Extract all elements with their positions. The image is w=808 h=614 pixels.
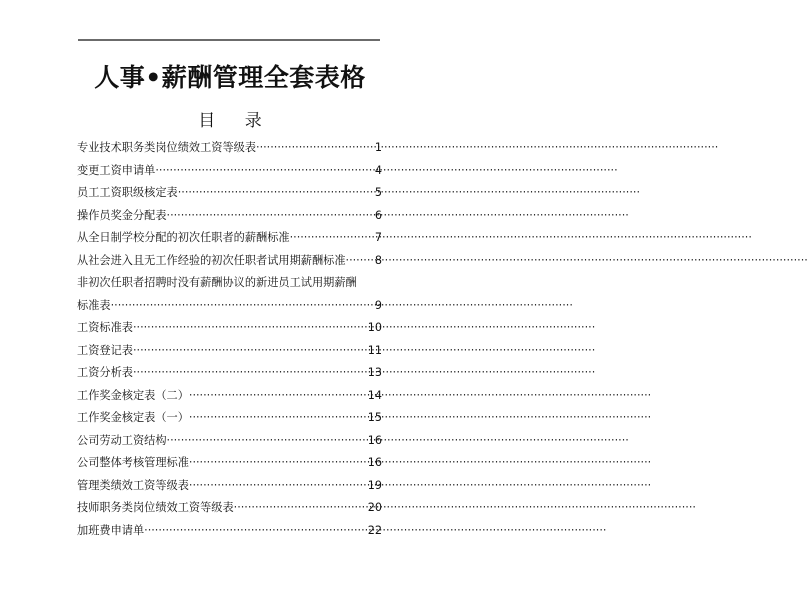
toc-entry-label: 从社会进入且无工作经验的初次任职者试用期薪酬标准 bbox=[77, 253, 346, 267]
dot-leader bbox=[133, 317, 366, 340]
toc-entry[interactable] bbox=[77, 362, 382, 385]
toc-heading: 目 录 bbox=[198, 111, 274, 131]
dot-leader bbox=[111, 295, 373, 318]
toc-entry[interactable] bbox=[77, 205, 382, 228]
toc-entry-page: 8 bbox=[374, 253, 382, 267]
table-of-contents bbox=[77, 137, 382, 542]
toc-entry[interactable] bbox=[77, 295, 382, 318]
toc-entry-label: 公司整体考核管理标准 bbox=[77, 456, 189, 469]
dot-leader bbox=[167, 430, 366, 453]
toc-entry[interactable] bbox=[77, 430, 382, 453]
toc-entry[interactable] bbox=[77, 385, 382, 408]
dot-leader bbox=[189, 475, 366, 498]
toc-entry-page: 22 bbox=[367, 523, 382, 537]
toc-entry[interactable] bbox=[77, 407, 382, 430]
toc-entry-label: 技师职务类岗位绩效工资等级表 bbox=[77, 501, 234, 514]
dot-leader bbox=[167, 205, 373, 228]
header-rule bbox=[78, 39, 380, 41]
dot-leader bbox=[189, 452, 366, 475]
toc-entry-label: 从全日制学校分配的初次任职者的薪酬标准 bbox=[77, 231, 290, 244]
dot-leader bbox=[346, 250, 373, 273]
toc-entry-page: 11 bbox=[367, 343, 382, 357]
toc-entry-page: 5 bbox=[374, 186, 382, 199]
toc-entry-label: 员工工资职级核定表 bbox=[77, 186, 178, 199]
dot-leader bbox=[155, 160, 373, 183]
toc-entry[interactable] bbox=[77, 317, 382, 340]
toc-entry-page: 16 bbox=[367, 433, 382, 447]
toc-entry-page: 20 bbox=[367, 501, 382, 514]
toc-entry-page: 6 bbox=[374, 208, 382, 222]
toc-entry-page: 19 bbox=[367, 478, 382, 492]
toc-entry[interactable] bbox=[77, 227, 382, 250]
dot-leader bbox=[189, 407, 366, 430]
toc-entry-label-continued: 标准表 bbox=[77, 298, 111, 312]
toc-entry-page: 9 bbox=[374, 298, 382, 312]
toc-entry-page: 1 bbox=[374, 141, 382, 154]
toc-entry-label: 工资登记表 bbox=[77, 343, 133, 357]
dot-leader bbox=[133, 340, 366, 363]
toc-entry-page: 4 bbox=[374, 163, 382, 177]
toc-entry[interactable] bbox=[77, 250, 382, 273]
toc-entry-page: 10 bbox=[367, 321, 382, 334]
toc-entry-page: 15 bbox=[367, 411, 382, 424]
toc-entry-label: 非初次任职者招聘时没有薪酬协议的新进员工试用期薪酬 bbox=[77, 276, 357, 289]
toc-entry-label: 加班费申请单 bbox=[77, 523, 145, 537]
toc-entry[interactable] bbox=[77, 137, 382, 160]
toc-entry[interactable] bbox=[77, 182, 382, 205]
dot-leader bbox=[189, 385, 366, 408]
toc-entry-page: 16 bbox=[367, 456, 382, 469]
toc-entry-first-line[interactable] bbox=[77, 272, 382, 295]
toc-entry-label: 专业技术职务类岗位绩效工资等级表 bbox=[77, 141, 257, 154]
toc-entry-label: 公司劳动工资结构 bbox=[77, 433, 167, 447]
dot-leader bbox=[256, 137, 373, 160]
toc-entry-label: 变更工资申请单 bbox=[77, 163, 156, 177]
toc-entry-label: 工资分析表 bbox=[77, 366, 133, 379]
toc-entry-page: 7 bbox=[374, 231, 382, 244]
toc-entry-label: 管理类绩效工资等级表 bbox=[77, 478, 189, 492]
document-title: 人事•薪酬管理全套表格 bbox=[94, 63, 366, 92]
toc-entry-label: 操作员奖金分配表 bbox=[77, 208, 167, 222]
toc-entry[interactable] bbox=[77, 160, 382, 183]
toc-entry[interactable] bbox=[77, 497, 382, 520]
dot-leader bbox=[178, 182, 373, 205]
dot-leader bbox=[234, 497, 366, 520]
toc-entry-label: 工作奖金核定表（一） bbox=[77, 411, 189, 424]
toc-entry[interactable] bbox=[77, 452, 382, 475]
toc-entry-page: 13 bbox=[367, 366, 382, 379]
toc-entry-label: 工作奖金核定表（二） bbox=[77, 388, 189, 402]
dot-leader bbox=[144, 520, 366, 543]
toc-entry[interactable] bbox=[77, 340, 382, 363]
toc-entry[interactable] bbox=[77, 475, 382, 498]
toc-entry-label: 工资标准表 bbox=[77, 321, 133, 334]
toc-entry[interactable] bbox=[77, 520, 382, 543]
toc-entry-page: 14 bbox=[367, 388, 382, 402]
dot-leader bbox=[133, 362, 366, 385]
dot-leader bbox=[290, 227, 373, 250]
